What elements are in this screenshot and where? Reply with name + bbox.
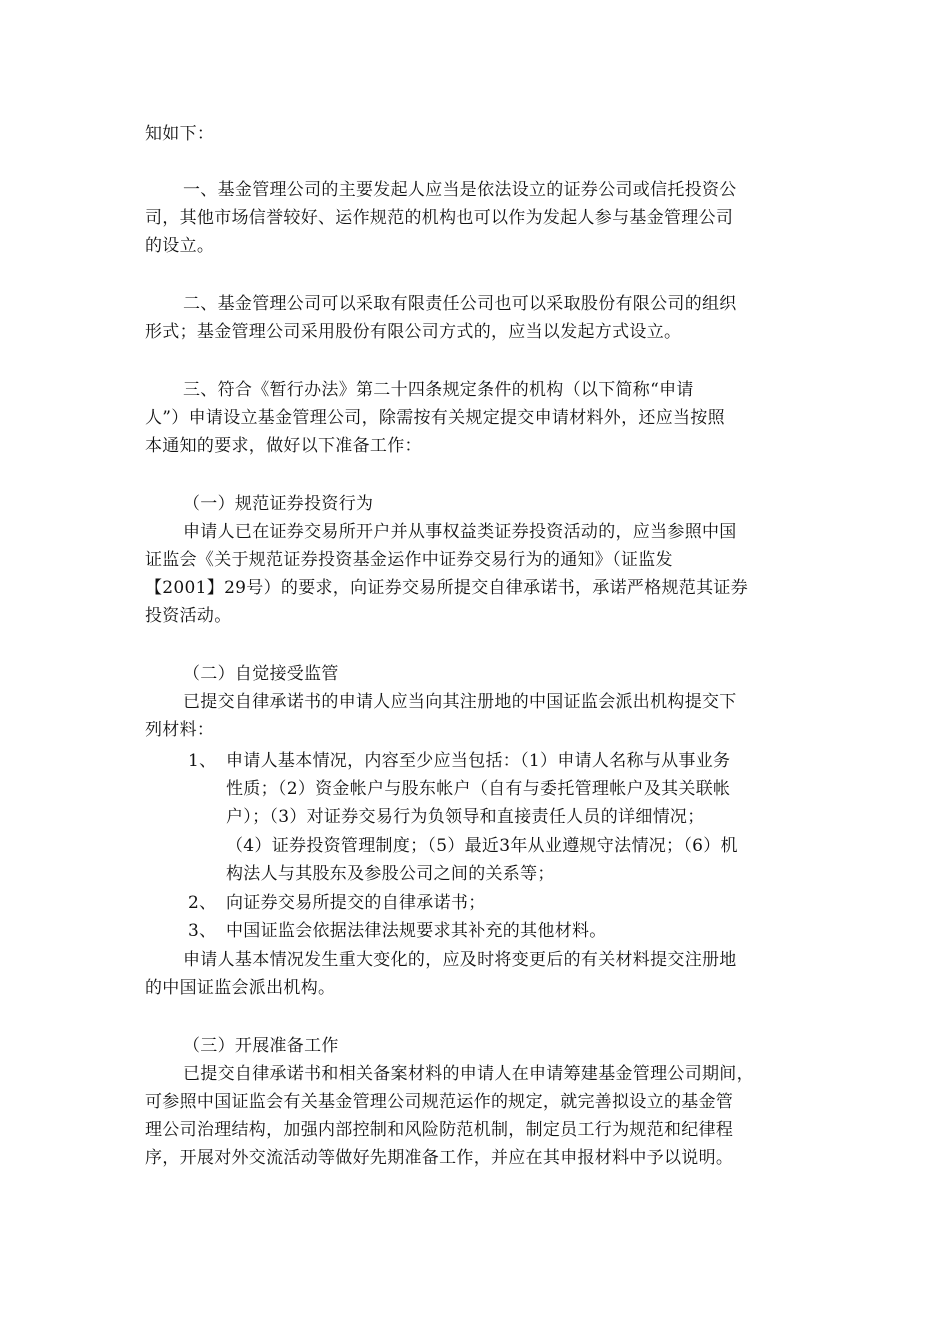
- paragraph-line: 列材料：: [145, 720, 215, 740]
- paragraph-line: 本通知的要求，做好以下准备工作：: [145, 436, 422, 456]
- subsection-heading: （三）开展准备工作: [183, 1036, 339, 1056]
- paragraph-line: 【2001】29号）的要求，向证券交易所提交自律承诺书，承诺严格规范其证券: [145, 578, 748, 598]
- list-number: 2、: [188, 893, 217, 913]
- paragraph-line: 一、基金管理公司的主要发起人应当是依法设立的证券公司或信托投资公: [183, 180, 737, 200]
- paragraph-line: 序，开展对外交流活动等做好先期准备工作，并应在其申报材料中予以说明。: [145, 1148, 734, 1168]
- subsection-heading: （一）规范证券投资行为: [183, 494, 374, 514]
- list-number: 3、: [188, 921, 217, 941]
- paragraph-line: 形式；基金管理公司采用股份有限公司方式的，应当以发起方式设立。: [145, 322, 682, 342]
- paragraph-line: 二、基金管理公司可以采取有限责任公司也可以采取股份有限公司的组织: [183, 294, 737, 314]
- paragraph-line: 人”）申请设立基金管理公司，除需按有关规定提交申请材料外，还应当按照: [145, 408, 725, 428]
- list-text: 性质；（2）资金帐户与股东帐户（自有与委托管理帐户及其关联帐: [226, 779, 731, 799]
- paragraph-line: 证监会《关于规范证券投资基金运作中证券交易行为的通知》（证监发: [145, 550, 673, 570]
- intro-line: 知如下：: [145, 124, 215, 144]
- list-number: 1、: [188, 751, 217, 771]
- list-text: 申请人基本情况，内容至少应当包括：（1）申请人名称与从事业务: [226, 751, 731, 771]
- paragraph-line: 三、符合《暂行办法》第二十四条规定条件的机构（以下简称“申请: [183, 380, 694, 400]
- paragraph-line: 已提交自律承诺书和相关备案材料的申请人在申请筹建基金管理公司期间，: [183, 1064, 754, 1084]
- list-text: 构法人与其股东及参股公司之间的关系等；: [226, 864, 555, 884]
- paragraph-line: 申请人已在证券交易所开户并从事权益类证券投资活动的，应当参照中国: [183, 522, 737, 542]
- subsection-heading: （二）自觉接受监管: [183, 664, 339, 684]
- list-text: 中国证监会依据法律法规要求其补充的其他材料。: [226, 921, 607, 941]
- paragraph-line: 的中国证监会派出机构。: [145, 978, 336, 998]
- paragraph-line: 可参照中国证监会有关基金管理公司规范运作的规定，就完善拟设立的基金管: [145, 1092, 734, 1112]
- paragraph-line: 司，其他市场信誉较好、运作规范的机构也可以作为发起人参与基金管理公司: [145, 208, 734, 228]
- list-text: 户）；（3）对证券交易行为负领导和直接责任人员的详细情况；: [226, 807, 705, 827]
- list-text: 向证券交易所提交的自律承诺书；: [226, 893, 486, 913]
- paragraph-line: 理公司治理结构，加强内部控制和风险防范机制，制定员工行为规范和纪律程: [145, 1120, 734, 1140]
- paragraph-line: 已提交自律承诺书的申请人应当向其注册地的中国证监会派出机构提交下: [183, 692, 737, 712]
- paragraph-line: 投资活动。: [145, 606, 232, 626]
- paragraph-line: 申请人基本情况发生重大变化的，应及时将变更后的有关材料提交注册地: [183, 950, 737, 970]
- list-text: （4）证券投资管理制度；（5）最近3年从业遵规守法情况；（6）机: [226, 836, 738, 856]
- paragraph-line: 的设立。: [145, 236, 215, 256]
